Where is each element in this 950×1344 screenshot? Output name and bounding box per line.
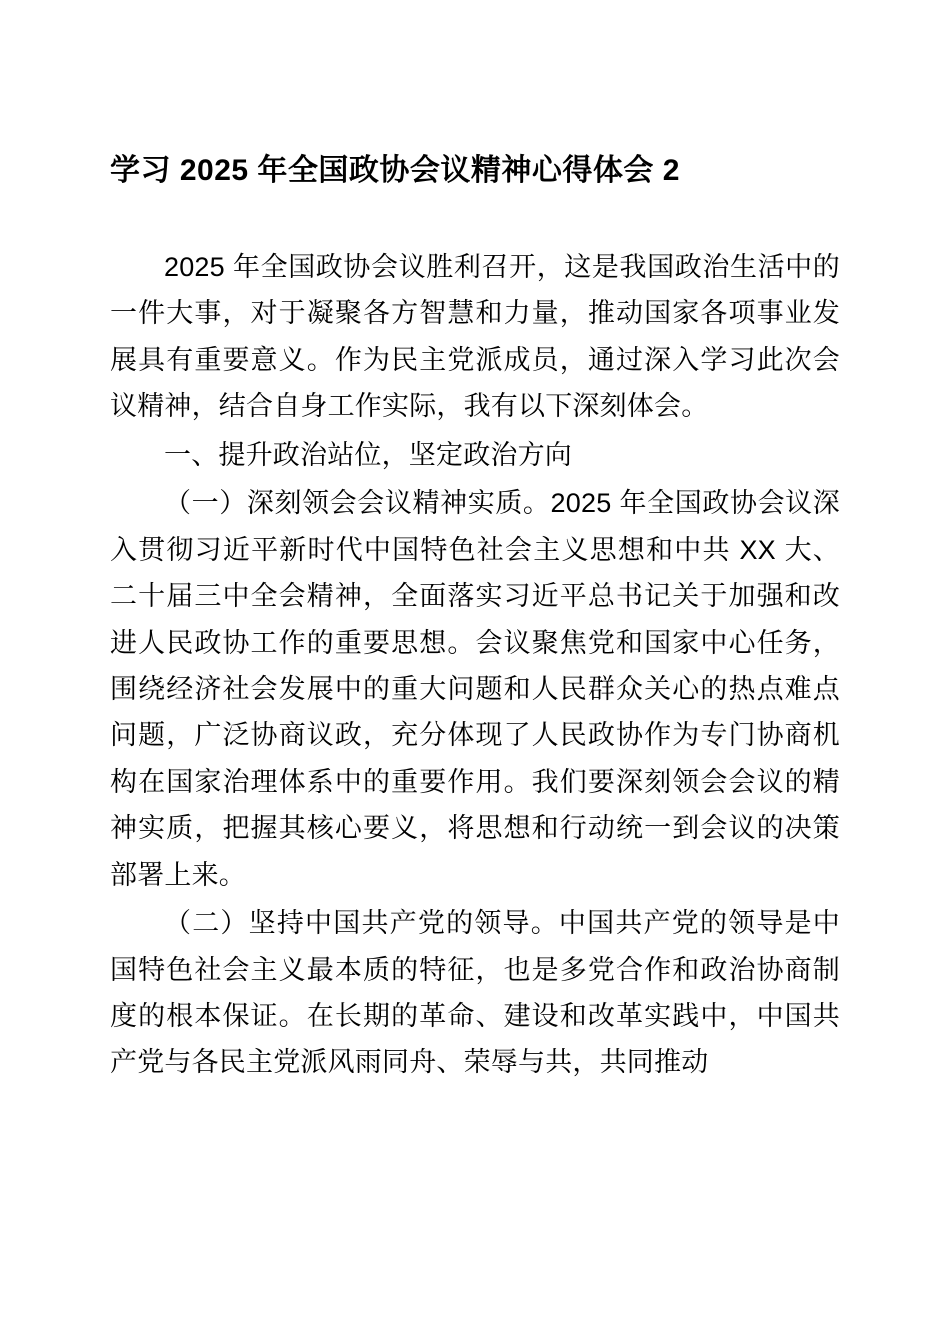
paragraph-2: （一）深刻领会会议精神实质。2025 年全国政协会议深入贯彻习近平新时代中国特色社会主义思想和中共 XX 大、二十届三中全会精神，全面落实习近平总书记关于加强和改进人民政协工作的重要思想。会议聚焦党和国家中心任务，围绕经济社会发展中的重大问题和人民群众关心的热点难点问题，广泛协商议政，充分体现了人民政协作为专门协商机构在国家治理体系中的重要作用。我们要深刻领会会议的精神实质，把握其核心要义，将思想和行动统一到会议的决策部署上来。 (110, 488, 840, 890)
section-heading-1: 一、提升政治站位，坚定政治方向 (164, 439, 572, 470)
paragraph-1: 2025 年全国政协会议胜利召开，这是我国政治生活中的一件大事，对于凝聚各方智慧和力量，推动国家各项事业发展具有重要意义。作为民主党派成员，通过深入学习此次会议精神，结合自身工作实际，我有以下深刻体会。 (110, 252, 840, 422)
page-title: 学习 2025 年全国政协会议精神心得体会 2 (110, 154, 680, 187)
paragraph-3: （二）坚持中国共产党的领导。中国共产党的领导是中国特色社会主义最本质的特征，也是多党合作和政治协商制度的根本保证。在长期的革命、建设和改革实践中，中国共产党与各民主党派风雨同舟、荣辱与共，共同推动 (110, 908, 840, 1078)
